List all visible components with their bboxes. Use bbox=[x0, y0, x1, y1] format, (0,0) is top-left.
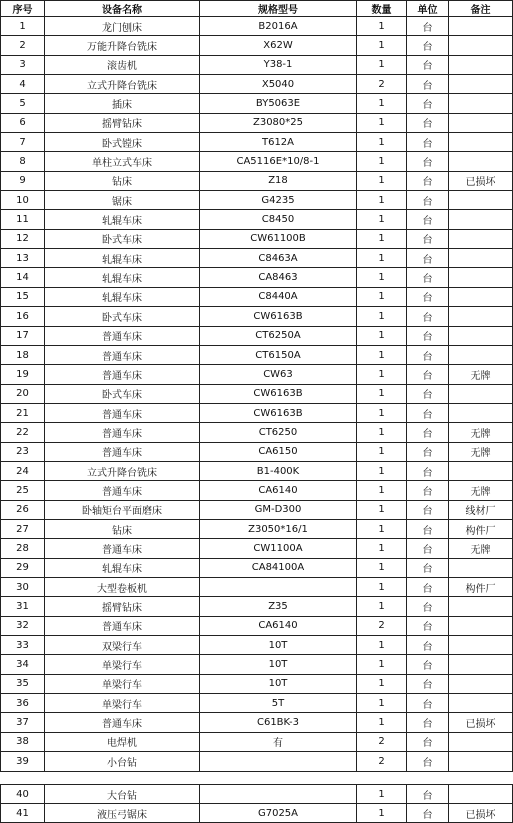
cell-index: 40 bbox=[1, 785, 45, 804]
table-row bbox=[1, 694, 513, 713]
cell-index: 13 bbox=[1, 249, 45, 268]
cell-quantity: 1 bbox=[357, 461, 407, 480]
cell-remark bbox=[449, 17, 513, 36]
cell-model: CA6140 bbox=[200, 481, 357, 500]
cell-equipment-name: 普通车床 bbox=[45, 616, 200, 635]
cell-quantity: 1 bbox=[357, 191, 407, 210]
cell-index: 5 bbox=[1, 94, 45, 113]
cell-model: Z18 bbox=[200, 171, 357, 190]
cell-equipment-name: 大台钻 bbox=[45, 785, 200, 804]
cell-remark bbox=[449, 268, 513, 287]
cell-equipment-name: 普通车床 bbox=[45, 539, 200, 558]
cell-quantity: 1 bbox=[357, 674, 407, 693]
table-row bbox=[1, 713, 513, 732]
table-row bbox=[1, 558, 513, 577]
cell-quantity: 1 bbox=[357, 500, 407, 519]
cell-model: T612A bbox=[200, 133, 357, 152]
cell-model: G4235 bbox=[200, 191, 357, 210]
cell-quantity: 1 bbox=[357, 785, 407, 804]
cell-quantity: 1 bbox=[357, 268, 407, 287]
table-row bbox=[1, 229, 513, 248]
cell-equipment-name: 轧辊车床 bbox=[45, 210, 200, 229]
cell-equipment-name: 轧辊车床 bbox=[45, 558, 200, 577]
cell-quantity: 1 bbox=[357, 133, 407, 152]
cell-equipment-name: 钻床 bbox=[45, 519, 200, 538]
table-row bbox=[1, 113, 513, 132]
cell-remark: 无牌 bbox=[449, 442, 513, 461]
cell-unit: 台 bbox=[407, 655, 449, 674]
cell-unit: 台 bbox=[407, 500, 449, 519]
cell-equipment-name: 摇臂钻床 bbox=[45, 113, 200, 132]
cell-unit: 台 bbox=[407, 636, 449, 655]
cell-equipment-name: 普通车床 bbox=[45, 345, 200, 364]
cell-equipment-name: 单柱立式车床 bbox=[45, 152, 200, 171]
cell-quantity: 1 bbox=[357, 365, 407, 384]
cell-index: 17 bbox=[1, 326, 45, 345]
cell-unit: 台 bbox=[407, 519, 449, 538]
cell-remark: 已损坏 bbox=[449, 804, 513, 823]
cell-quantity: 1 bbox=[357, 36, 407, 55]
cell-remark bbox=[449, 36, 513, 55]
cell-remark bbox=[449, 345, 513, 364]
cell-index: 15 bbox=[1, 287, 45, 306]
cell-model: C8450 bbox=[200, 210, 357, 229]
cell-remark bbox=[449, 461, 513, 480]
cell-index: 29 bbox=[1, 558, 45, 577]
table-row bbox=[1, 268, 513, 287]
cell-equipment-name: 卧式镗床 bbox=[45, 133, 200, 152]
cell-unit: 台 bbox=[407, 152, 449, 171]
cell-unit: 台 bbox=[407, 403, 449, 422]
table-row bbox=[1, 384, 513, 403]
cell-remark bbox=[449, 384, 513, 403]
cell-model bbox=[200, 785, 357, 804]
cell-equipment-name: 卧式车床 bbox=[45, 384, 200, 403]
cell-unit: 台 bbox=[407, 365, 449, 384]
cell-quantity: 1 bbox=[357, 636, 407, 655]
cell-index: 3 bbox=[1, 55, 45, 74]
table-row bbox=[1, 752, 513, 772]
table-row bbox=[1, 17, 513, 36]
cell-quantity: 1 bbox=[357, 287, 407, 306]
cell-model: CT6250A bbox=[200, 326, 357, 345]
cell-equipment-name: 普通车床 bbox=[45, 423, 200, 442]
cell-index: 26 bbox=[1, 500, 45, 519]
cell-unit: 台 bbox=[407, 785, 449, 804]
cell-remark bbox=[449, 597, 513, 616]
cell-index: 24 bbox=[1, 461, 45, 480]
cell-unit: 台 bbox=[407, 694, 449, 713]
table-row bbox=[1, 75, 513, 94]
cell-index: 39 bbox=[1, 752, 45, 772]
cell-quantity: 1 bbox=[357, 249, 407, 268]
header-remark: 备注 bbox=[449, 1, 513, 17]
cell-remark bbox=[449, 655, 513, 674]
cell-index: 1 bbox=[1, 17, 45, 36]
cell-quantity: 1 bbox=[357, 326, 407, 345]
cell-remark bbox=[449, 558, 513, 577]
table-row bbox=[1, 732, 513, 751]
cell-index: 25 bbox=[1, 481, 45, 500]
cell-remark: 已损坏 bbox=[449, 171, 513, 190]
cell-equipment-name: 轧辊车床 bbox=[45, 268, 200, 287]
cell-quantity: 1 bbox=[357, 597, 407, 616]
cell-remark bbox=[449, 785, 513, 804]
cell-equipment-name: 锯床 bbox=[45, 191, 200, 210]
table-row bbox=[1, 442, 513, 461]
cell-index: 41 bbox=[1, 804, 45, 823]
cell-remark bbox=[449, 403, 513, 422]
cell-equipment-name: 卧式车床 bbox=[45, 307, 200, 326]
cell-model: CA8463 bbox=[200, 268, 357, 287]
cell-unit: 台 bbox=[407, 17, 449, 36]
cell-unit: 台 bbox=[407, 75, 449, 94]
cell-index: 22 bbox=[1, 423, 45, 442]
table-row bbox=[1, 307, 513, 326]
cell-equipment-name: 插床 bbox=[45, 94, 200, 113]
table-row bbox=[1, 365, 513, 384]
table-row bbox=[1, 210, 513, 229]
cell-remark bbox=[449, 75, 513, 94]
cell-unit: 台 bbox=[407, 481, 449, 500]
cell-quantity: 1 bbox=[357, 152, 407, 171]
cell-quantity: 1 bbox=[357, 345, 407, 364]
cell-remark: 无牌 bbox=[449, 365, 513, 384]
cell-unit: 台 bbox=[407, 210, 449, 229]
cell-remark bbox=[449, 229, 513, 248]
cell-unit: 台 bbox=[407, 423, 449, 442]
cell-quantity: 1 bbox=[357, 229, 407, 248]
cell-remark bbox=[449, 752, 513, 772]
cell-quantity: 1 bbox=[357, 713, 407, 732]
cell-model: X5040 bbox=[200, 75, 357, 94]
cell-index: 23 bbox=[1, 442, 45, 461]
cell-remark bbox=[449, 210, 513, 229]
cell-model: Y38-1 bbox=[200, 55, 357, 74]
cell-equipment-name: 立式升降台铣床 bbox=[45, 75, 200, 94]
cell-remark bbox=[449, 636, 513, 655]
cell-equipment-name: 立式升降台铣床 bbox=[45, 461, 200, 480]
cell-unit: 台 bbox=[407, 539, 449, 558]
cell-model: C8440A bbox=[200, 287, 357, 306]
cell-unit: 台 bbox=[407, 345, 449, 364]
cell-equipment-name: 卧式车床 bbox=[45, 229, 200, 248]
cell-remark bbox=[449, 674, 513, 693]
cell-quantity: 2 bbox=[357, 616, 407, 635]
cell-unit: 台 bbox=[407, 191, 449, 210]
cell-equipment-name: 电焊机 bbox=[45, 732, 200, 751]
cell-quantity: 1 bbox=[357, 403, 407, 422]
cell-model: BY5063E bbox=[200, 94, 357, 113]
cell-index: 4 bbox=[1, 75, 45, 94]
cell-remark bbox=[449, 133, 513, 152]
cell-model bbox=[200, 577, 357, 596]
cell-index: 20 bbox=[1, 384, 45, 403]
cell-index: 18 bbox=[1, 345, 45, 364]
cell-unit: 台 bbox=[407, 55, 449, 74]
cell-unit: 台 bbox=[407, 307, 449, 326]
cell-quantity: 1 bbox=[357, 694, 407, 713]
cell-unit: 台 bbox=[407, 36, 449, 55]
cell-equipment-name: 大型卷板机 bbox=[45, 577, 200, 596]
cell-model bbox=[200, 752, 357, 772]
cell-quantity: 1 bbox=[357, 519, 407, 538]
cell-equipment-name: 钻床 bbox=[45, 171, 200, 190]
cell-index: 37 bbox=[1, 713, 45, 732]
cell-equipment-name: 轧辊车床 bbox=[45, 287, 200, 306]
cell-quantity: 1 bbox=[357, 17, 407, 36]
cell-model: 有 bbox=[200, 732, 357, 751]
cell-model: CW63 bbox=[200, 365, 357, 384]
cell-equipment-name: 双梁行车 bbox=[45, 636, 200, 655]
cell-remark: 构件厂 bbox=[449, 519, 513, 538]
header-model: 规格型号 bbox=[200, 1, 357, 17]
cell-model: 10T bbox=[200, 655, 357, 674]
cell-remark bbox=[449, 191, 513, 210]
cell-quantity: 1 bbox=[357, 558, 407, 577]
cell-equipment-name: 普通车床 bbox=[45, 326, 200, 345]
cell-unit: 台 bbox=[407, 752, 449, 772]
cell-equipment-name: 普通车床 bbox=[45, 442, 200, 461]
header-index: 序号 bbox=[1, 1, 45, 17]
cell-index: 38 bbox=[1, 732, 45, 751]
cell-unit: 台 bbox=[407, 268, 449, 287]
cell-unit: 台 bbox=[407, 804, 449, 823]
cell-quantity: 1 bbox=[357, 577, 407, 596]
cell-unit: 台 bbox=[407, 249, 449, 268]
cell-remark bbox=[449, 616, 513, 635]
table-row bbox=[1, 326, 513, 345]
cell-index: 27 bbox=[1, 519, 45, 538]
cell-quantity: 1 bbox=[357, 210, 407, 229]
cell-quantity: 1 bbox=[357, 442, 407, 461]
header-row bbox=[1, 1, 513, 17]
cell-index: 8 bbox=[1, 152, 45, 171]
cell-index: 2 bbox=[1, 36, 45, 55]
cell-remark: 构件厂 bbox=[449, 577, 513, 596]
cell-remark bbox=[449, 307, 513, 326]
table-row bbox=[1, 36, 513, 55]
cell-index: 21 bbox=[1, 403, 45, 422]
cell-equipment-name: 普通车床 bbox=[45, 403, 200, 422]
cell-unit: 台 bbox=[407, 326, 449, 345]
table-row bbox=[1, 461, 513, 480]
cell-unit: 台 bbox=[407, 113, 449, 132]
cell-unit: 台 bbox=[407, 133, 449, 152]
table-row bbox=[1, 481, 513, 500]
cell-model: GM-D300 bbox=[200, 500, 357, 519]
table-row bbox=[1, 152, 513, 171]
cell-remark bbox=[449, 55, 513, 74]
cell-equipment-name: 液压弓锯床 bbox=[45, 804, 200, 823]
cell-unit: 台 bbox=[407, 616, 449, 635]
cell-model: CW6163B bbox=[200, 307, 357, 326]
cell-quantity: 2 bbox=[357, 732, 407, 751]
cell-quantity: 1 bbox=[357, 804, 407, 823]
cell-quantity: 1 bbox=[357, 655, 407, 674]
cell-index: 35 bbox=[1, 674, 45, 693]
table-row bbox=[1, 55, 513, 74]
cell-remark bbox=[449, 249, 513, 268]
cell-equipment-name: 滚齿机 bbox=[45, 55, 200, 74]
equipment-table-continued bbox=[0, 784, 513, 823]
cell-index: 33 bbox=[1, 636, 45, 655]
table-row bbox=[1, 785, 513, 804]
cell-model: Z3080*25 bbox=[200, 113, 357, 132]
cell-unit: 台 bbox=[407, 713, 449, 732]
cell-model: CW61100B bbox=[200, 229, 357, 248]
cell-quantity: 1 bbox=[357, 539, 407, 558]
table-row bbox=[1, 403, 513, 422]
cell-model: C8463A bbox=[200, 249, 357, 268]
cell-unit: 台 bbox=[407, 94, 449, 113]
cell-unit: 台 bbox=[407, 461, 449, 480]
cell-equipment-name: 龙门刨床 bbox=[45, 17, 200, 36]
cell-equipment-name: 普通车床 bbox=[45, 481, 200, 500]
cell-index: 28 bbox=[1, 539, 45, 558]
table-row bbox=[1, 249, 513, 268]
cell-equipment-name: 卧轴矩台平面磨床 bbox=[45, 500, 200, 519]
cell-model: 5T bbox=[200, 694, 357, 713]
header-quantity: 数量 bbox=[357, 1, 407, 17]
cell-remark bbox=[449, 113, 513, 132]
cell-unit: 台 bbox=[407, 732, 449, 751]
cell-unit: 台 bbox=[407, 384, 449, 403]
cell-equipment-name: 普通车床 bbox=[45, 365, 200, 384]
cell-model: 10T bbox=[200, 636, 357, 655]
cell-index: 12 bbox=[1, 229, 45, 248]
cell-remark bbox=[449, 94, 513, 113]
cell-model: CA6140 bbox=[200, 616, 357, 635]
cell-remark: 已损坏 bbox=[449, 713, 513, 732]
cell-equipment-name: 轧辊车床 bbox=[45, 249, 200, 268]
table-row bbox=[1, 500, 513, 519]
cell-model: B1-400K bbox=[200, 461, 357, 480]
cell-quantity: 2 bbox=[357, 75, 407, 94]
table-row bbox=[1, 636, 513, 655]
table-row bbox=[1, 539, 513, 558]
cell-remark bbox=[449, 326, 513, 345]
cell-remark bbox=[449, 152, 513, 171]
cell-model: X62W bbox=[200, 36, 357, 55]
cell-unit: 台 bbox=[407, 171, 449, 190]
table-row bbox=[1, 616, 513, 635]
cell-index: 32 bbox=[1, 616, 45, 635]
table-row bbox=[1, 423, 513, 442]
cell-equipment-name: 万能升降台铣床 bbox=[45, 36, 200, 55]
cell-index: 31 bbox=[1, 597, 45, 616]
cell-model: Z35 bbox=[200, 597, 357, 616]
cell-remark bbox=[449, 732, 513, 751]
cell-model: B2016A bbox=[200, 17, 357, 36]
cell-quantity: 1 bbox=[357, 384, 407, 403]
table-row bbox=[1, 577, 513, 596]
cell-index: 9 bbox=[1, 171, 45, 190]
cell-equipment-name: 小台钻 bbox=[45, 752, 200, 772]
cell-model: CT6250 bbox=[200, 423, 357, 442]
cell-equipment-name: 单梁行车 bbox=[45, 655, 200, 674]
cell-quantity: 2 bbox=[357, 752, 407, 772]
cell-unit: 台 bbox=[407, 674, 449, 693]
cell-unit: 台 bbox=[407, 597, 449, 616]
table-row bbox=[1, 804, 513, 823]
table-row bbox=[1, 191, 513, 210]
cell-model: CT6150A bbox=[200, 345, 357, 364]
cell-index: 34 bbox=[1, 655, 45, 674]
cell-unit: 台 bbox=[407, 577, 449, 596]
header-unit: 单位 bbox=[407, 1, 449, 17]
cell-index: 36 bbox=[1, 694, 45, 713]
cell-model: C61BK-3 bbox=[200, 713, 357, 732]
cell-remark: 线材厂 bbox=[449, 500, 513, 519]
cell-quantity: 1 bbox=[357, 171, 407, 190]
cell-remark bbox=[449, 287, 513, 306]
cell-unit: 台 bbox=[407, 442, 449, 461]
cell-equipment-name: 摇臂钻床 bbox=[45, 597, 200, 616]
cell-model: G7025A bbox=[200, 804, 357, 823]
cell-equipment-name: 普通车床 bbox=[45, 713, 200, 732]
table-row bbox=[1, 133, 513, 152]
cell-index: 11 bbox=[1, 210, 45, 229]
cell-index: 14 bbox=[1, 268, 45, 287]
cell-index: 7 bbox=[1, 133, 45, 152]
cell-quantity: 1 bbox=[357, 55, 407, 74]
cell-model: CA84100A bbox=[200, 558, 357, 577]
table-row bbox=[1, 171, 513, 190]
cell-model: CW6163B bbox=[200, 403, 357, 422]
table-row bbox=[1, 94, 513, 113]
table-row bbox=[1, 655, 513, 674]
cell-model: Z3050*16/1 bbox=[200, 519, 357, 538]
cell-quantity: 1 bbox=[357, 113, 407, 132]
cell-quantity: 1 bbox=[357, 94, 407, 113]
table-row bbox=[1, 287, 513, 306]
cell-model: 10T bbox=[200, 674, 357, 693]
cell-unit: 台 bbox=[407, 558, 449, 577]
cell-model: CW1100A bbox=[200, 539, 357, 558]
cell-index: 30 bbox=[1, 577, 45, 596]
cell-index: 10 bbox=[1, 191, 45, 210]
cell-quantity: 1 bbox=[357, 307, 407, 326]
cell-quantity: 1 bbox=[357, 423, 407, 442]
cell-index: 16 bbox=[1, 307, 45, 326]
cell-equipment-name: 单梁行车 bbox=[45, 674, 200, 693]
cell-model: CA6150 bbox=[200, 442, 357, 461]
cell-index: 6 bbox=[1, 113, 45, 132]
cell-remark bbox=[449, 694, 513, 713]
table-row bbox=[1, 345, 513, 364]
cell-index: 19 bbox=[1, 365, 45, 384]
header-equipment-name: 设备名称 bbox=[45, 1, 200, 17]
cell-remark: 无牌 bbox=[449, 481, 513, 500]
cell-remark: 无牌 bbox=[449, 539, 513, 558]
cell-unit: 台 bbox=[407, 287, 449, 306]
cell-remark: 无牌 bbox=[449, 423, 513, 442]
cell-equipment-name: 单梁行车 bbox=[45, 694, 200, 713]
table-row bbox=[1, 519, 513, 538]
table-row bbox=[1, 597, 513, 616]
cell-quantity: 1 bbox=[357, 481, 407, 500]
cell-model: CW6163B bbox=[200, 384, 357, 403]
cell-unit: 台 bbox=[407, 229, 449, 248]
table-row bbox=[1, 674, 513, 693]
cell-model: CA5116E*10/8-1 bbox=[200, 152, 357, 171]
